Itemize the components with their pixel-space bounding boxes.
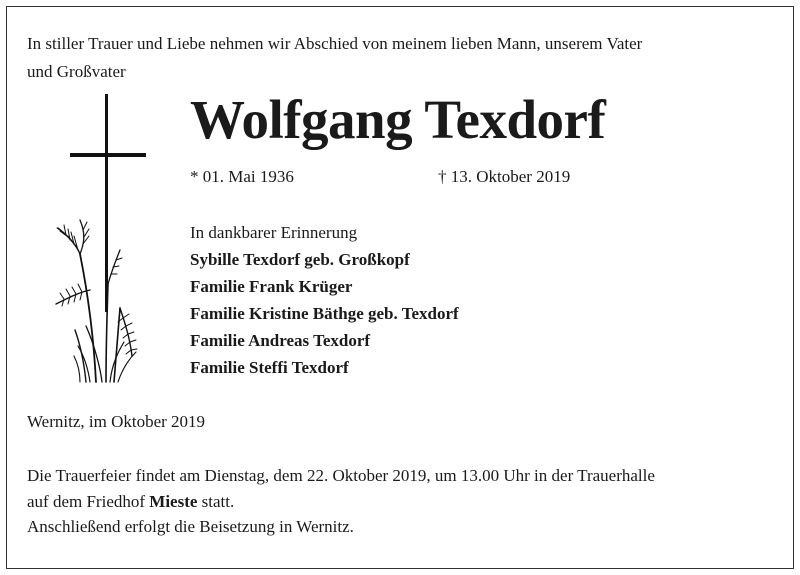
- funeral-line-1: Die Trauerfeier findet am Dienstag, dem 22. Oktober 2019, um 13.00 Uhr in der Trauerhalle: [27, 466, 655, 485]
- cross-with-wheat-icon: [50, 94, 155, 386]
- place-date: Wernitz, im Oktober 2019: [27, 412, 206, 431]
- mourner-name: Sybille Texdorf geb. Großkopf: [190, 250, 410, 269]
- mourner-name: Familie Steffi Texdorf: [190, 358, 349, 377]
- funeral-line-3: Anschließend erfolgt die Beisetzung in Wernitz.: [27, 517, 354, 536]
- intro-line-2: und Großvater: [27, 62, 126, 81]
- deceased-name: Wolfgang Texdorf: [190, 89, 606, 150]
- intro-line-1: In stiller Trauer und Liebe nehmen wir Abschied von meinem lieben Mann, unserem Vater: [27, 34, 643, 53]
- death-date: † 13. Oktober 2019: [438, 167, 571, 186]
- intro-text: [27, 30, 787, 86]
- funeral-line-2: [27, 489, 787, 515]
- mourners-block: [190, 219, 750, 381]
- mourners-intro: In dankbarer Erinnerung: [190, 223, 358, 242]
- mourner-name: Familie Andreas Texdorf: [190, 331, 371, 350]
- cemetery-name: Mieste: [149, 491, 198, 511]
- mourner-name: Familie Frank Krüger: [190, 277, 353, 296]
- funeral-line-2-prefix: auf dem Friedhof: [27, 491, 150, 511]
- mourner-name: Familie Kristine Bäthge geb. Texdorf: [190, 304, 459, 323]
- funeral-line-2-suffix: statt.: [197, 491, 235, 511]
- birth-date: * 01. Mai 1936: [190, 167, 294, 186]
- funeral-info: [27, 463, 787, 540]
